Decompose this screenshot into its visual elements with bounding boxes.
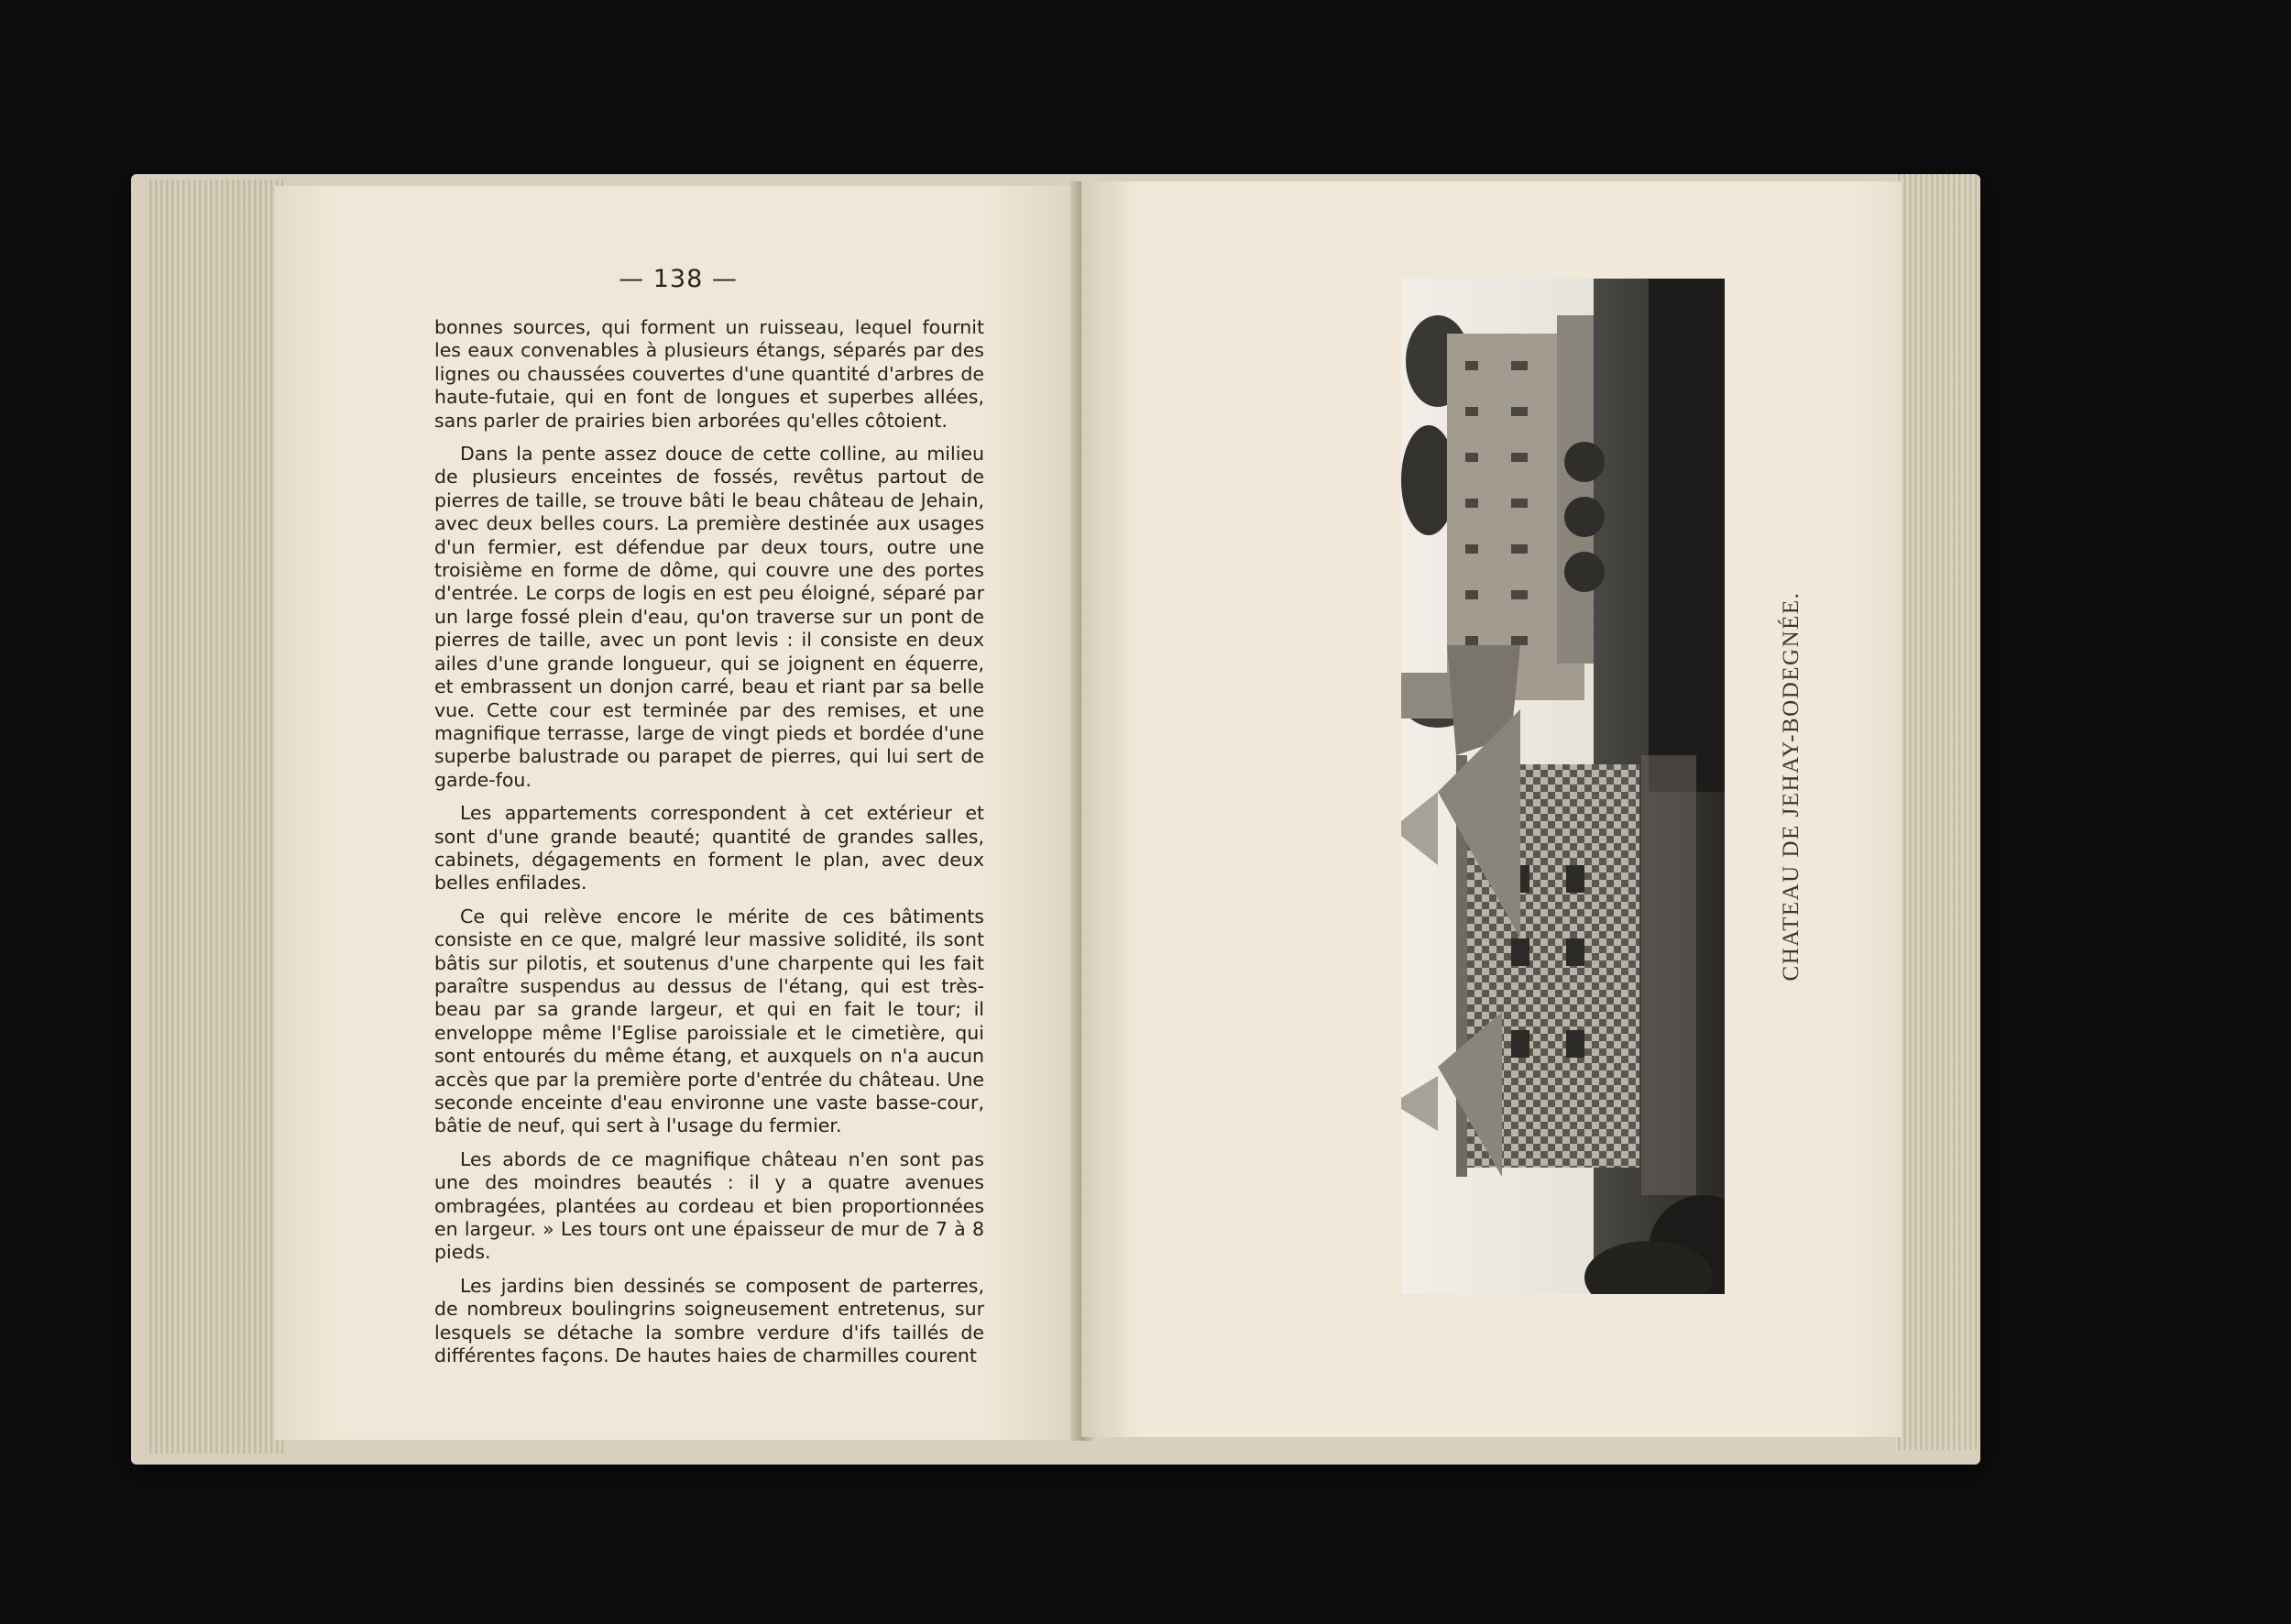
paragraph: bonnes sources, qui forment un ruisseau, lequel fournit les eaux convenables à plusieurs étangs, séparés par des lignes ou chaussées couvertes d'une quantité d'arbres de haute-futaie, qui en font de longues et superbes allées, sans parler de prairies bien arborées qu'elles côtoient.: [434, 316, 984, 432]
paragraph: Les abords de ce magnifique château n'en sont pas une des moindres beautés : il y a quatre avenues ombragées, plantées au cordeau et bien proportionnées en largeur. » Les tours ont une épaisseur de mur de 7 à 8 pieds.: [434, 1147, 984, 1264]
page-edges-left: [147, 180, 284, 1454]
body-text: [434, 316, 984, 1377]
castle-photograph: [1401, 279, 1725, 1294]
paragraph: Ce qui relève encore le mérite de ces bâtiments consiste en ce que, malgré leur massive solidité, ils sont bâtis sur pilotis, et soutenus d'une charpente qui les fait paraître suspendus au dessus de l'étang, qui est très-beau par sa grande largeur, et qui en fait le tour; il enveloppe même l'Eglise paroissiale et le cimetière, qui sont entourés du même étang, et auxquels on n'a aucun accès que par la première porte d'entrée du château. Une seconde enceinte d'eau environne une vaste basse-cour, bâtie de neuf, qui sert à l'usage du fermier.: [434, 905, 984, 1137]
plate-caption: CHATEAU DE JEHAY-BODEGNÉE.: [1779, 591, 1803, 982]
page-number: — 138 —: [619, 265, 738, 293]
left-page: [275, 186, 1081, 1440]
right-page: [1081, 181, 1902, 1437]
paragraph: Les jardins bien dessinés se composent de parterres, de nombreux boulingrins soigneusement entretenus, sur lesquels se détache la sombre verdure d'ifs taillés de différentes façons. De hautes haies de charmilles courent: [434, 1274, 984, 1367]
paragraph: Les appartements correspondent à cet extérieur et sont d'une grande beauté; quantité de grandes salles, cabinets, dégagements en forment le plan, avec deux belles enfilades.: [434, 802, 984, 894]
paragraph: Dans la pente assez douce de cette colline, au milieu de plusieurs enceintes de fossés, revêtus partout de pierres de taille, se trouve bâti le beau château de Jehain, avec deux belles cours. La première destinée aux usages d'un fermier, est défendue par deux tours, outre une troisième en forme de dôme, qui couvre une des portes d'entrée. Le corps de logis en est peu éloigné, séparé par un large fossé plein d'eau, qu'on traverse sur un pont de pierres de taille, avec un pont levis : il consiste en deux ailes d'une grande longueur, qui se joignent en équerre, et embrassent un donjon carré, beau et riant par sa belle vue. Cette cour est terminée par des remises, et une magnifique terrasse, large de vingt pieds et bordée d'une superbe balustrade ou parapet de pierres, qui lui sert de garde-fou.: [434, 443, 984, 791]
page-edges-right: [1895, 174, 1978, 1450]
